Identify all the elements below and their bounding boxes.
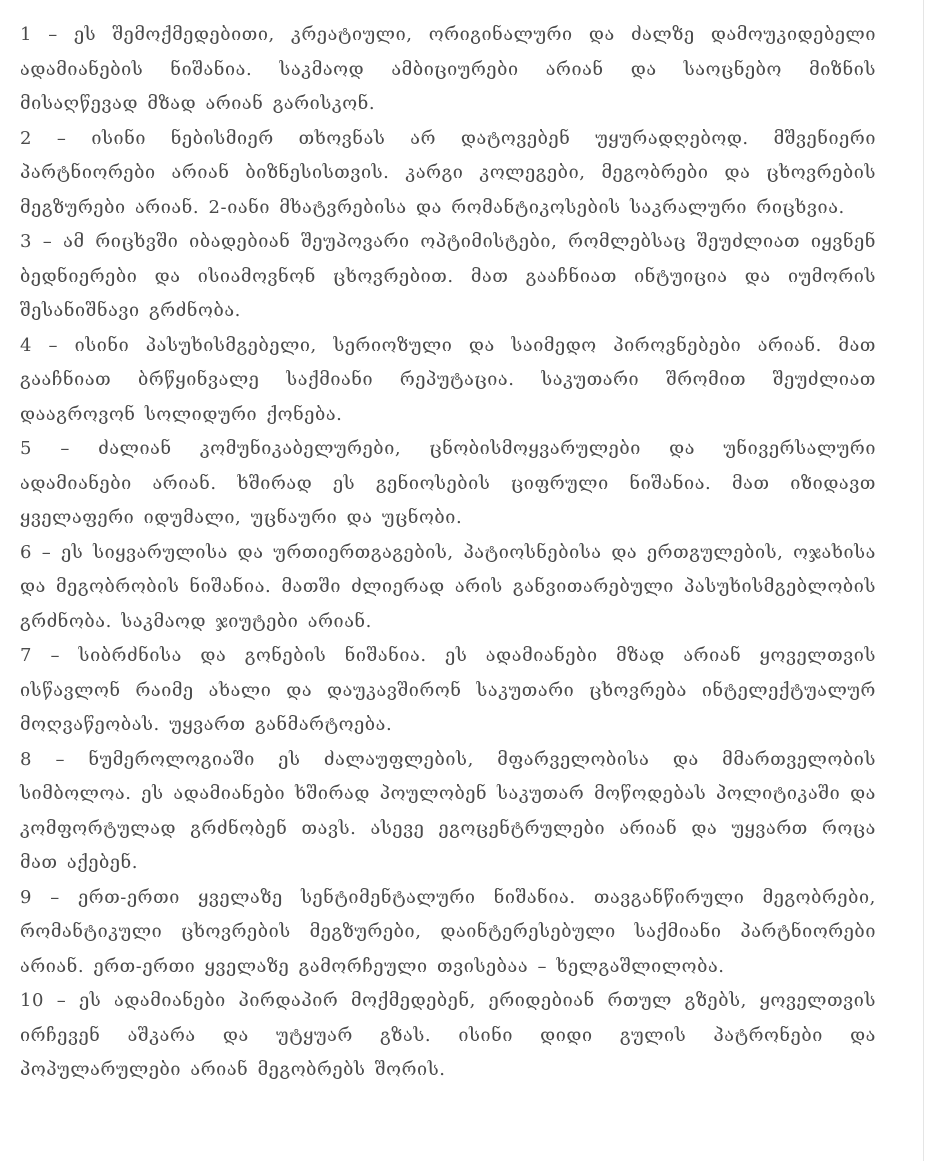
paragraph-4: 4 – ისინი პასუხისმგებელი, სერიოზული და საიმედო პიროვნებები არიან. მათ გააჩნიათ ბრწყინვალე საქმიანი რეპუტაცია. საკუთარი შრომით შეუძლიათ დააგროვონ სოლიდური ქონება.: [20, 334, 876, 425]
paragraph-1: 1 – ეს შემოქმედებითი, კრეატიული, ორიგინალური და ძალზე დამოუკიდებელი ადამიანების ნიშანია. საკმაოდ ამბიციურები არიან და საოცნებო მიზნის მისაღწევად მზად არიან გარისკონ.: [20, 24, 876, 114]
paragraph-6: 6 – ეს სიყვარულისა და ურთიერთგაგების, პატიოსნებისა და ერთგულების, ოჯახისა და მეგობრობის ნიშანია. მათში ძლიერად არის განვითარებული პასუხისმგებლობის გრძნობა. საკმაოდ ჯიუტები არიან.: [20, 541, 876, 632]
article-body: [20, 18, 876, 1088]
paragraph-3: 3 – ამ რიცხვში იბადებიან შეუპოვარი ოპტიმისტები, რომლებსაც შეუძლიათ იყვნენ ბედნიერები და ისიამოვნონ ცხოვრებით. მათ გააჩნიათ ინტუიცია და იუმორის შესანიშნავი გრძნობა.: [20, 231, 876, 321]
scrollbar-track[interactable]: [923, 0, 938, 1161]
paragraph-7: 7 – სიბრძნისა და გონების ნიშანია. ეს ადამიანები მზად არიან ყოველთვის ისწავლონ რაიმე ახალი და დაუკავშირონ საკუთარი ცხოვრება ინტელექტუალურ მოღვაწეობას. უყვართ განმარტოება.: [20, 645, 876, 735]
paragraph-2: 2 – ისინი ნებისმიერ თხოვნას არ დატოვებენ უყურადღებოდ. მშვენიერი პარტნიორები არიან ბიზნესისთვის. კარგი კოლეგები, მეგობრები და ცხოვრების მეგზურები არიან. 2-იანი მხატვრებისა და რომანტიკოსების საკრალური რიცხვია.: [20, 127, 876, 218]
paragraph-5: 5 – ძალიან კომუნიკაბელურები, ცნობისმოყვარულები და უნივერსალური ადამიანები არიან. ხშირად ეს გენიოსების ციფრული ნიშანია. მათ იზიდავთ ყველაფერი იდუმალი, უცნაური და უცნობი.: [20, 438, 876, 528]
paragraph-9: 9 – ერთ-ერთი ყველაზე სენტიმენტალური ნიშანია. თავგანწირული მეგობრები, რომანტიკული ცხოვრების მეგზურები, დაინტერესებული საქმიანი პარტნიორები არიან. ერთ-ერთი ყველაზე გამორჩეული თვისებაა – ხელგაშლილობა.: [20, 886, 876, 977]
paragraph-10: 10 – ეს ადამიანები პირდაპირ მოქმედებენ, ერიდებიან რთულ გზებს, ყოველთვის ირჩევენ აშკარა და უტყუარ გზას. ისინი დიდი გულის პატრონები და პოპულარულები არიან მეგობრებს შორის.: [20, 990, 876, 1080]
paragraph-8: 8 – ნუმეროლოგიაში ეს ძალაუფლების, მფარველობისა და მმართველობის სიმბოლოა. ეს ადამიანები ხშირად პოულობენ საკუთარ მოწოდებას პოლიტიკაში და კომფორტულად გრძნობენ თავს. ასევე ეგოცენტრულები არიან და უყვართ როცა მათ აქებენ.: [20, 748, 876, 873]
